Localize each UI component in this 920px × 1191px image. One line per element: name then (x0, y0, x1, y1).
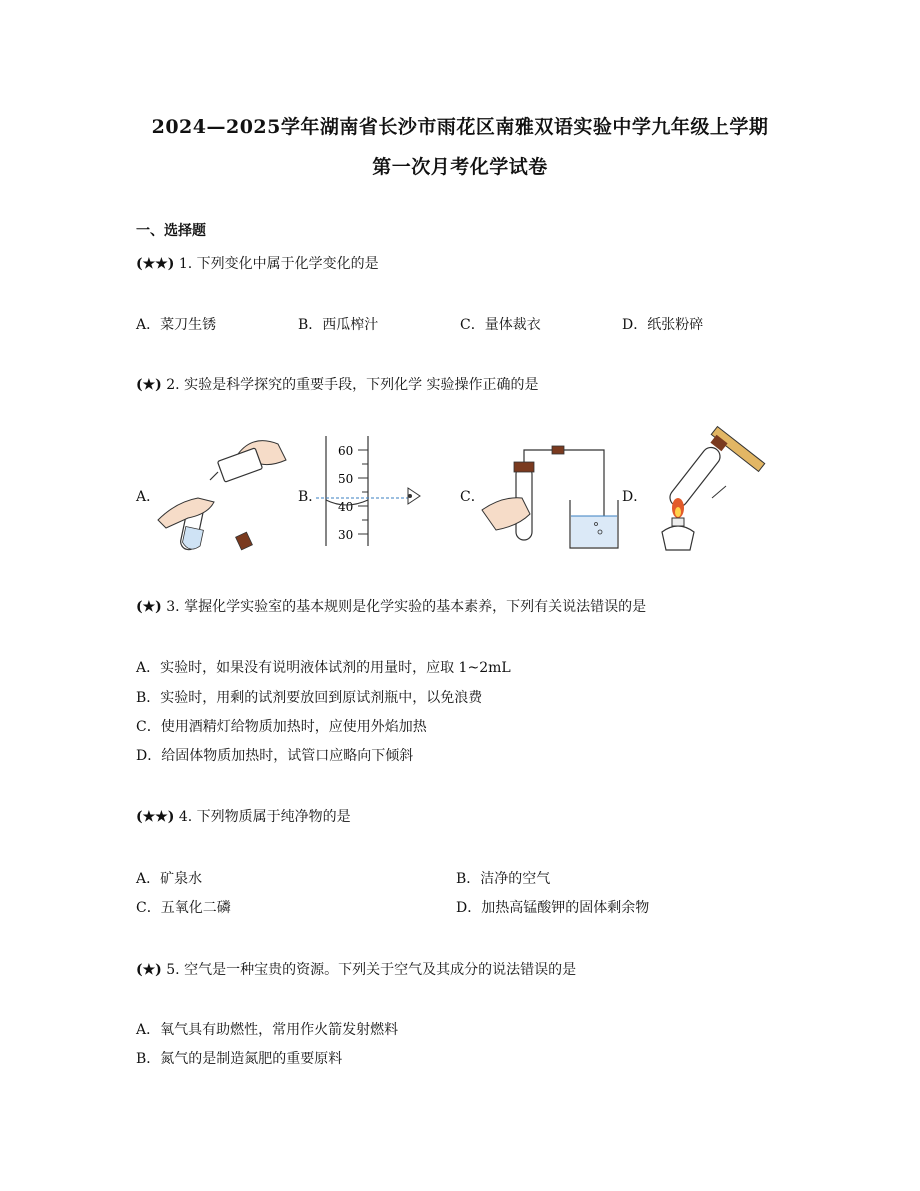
tick-label: 30 (338, 528, 354, 542)
question-text: 3. 掌握化学实验室的基本规则是化学实验的基本素养，下列有关说法错误的是 (166, 599, 647, 615)
difficulty-stars: (★★) (136, 809, 175, 825)
q3-option-a[interactable]: A．实验时，如果没有说明液体试剂的用量时，应取 1~2mL (136, 660, 511, 676)
q1-option-d[interactable]: D．纸张粉碎 (622, 317, 704, 333)
figure-pouring-liquid (158, 432, 288, 557)
question-1 (136, 253, 379, 273)
figure-graduated-cylinder (316, 436, 426, 548)
q3-option-d[interactable]: D．给固体物质加热时，试管口应略向下倾斜 (136, 748, 414, 764)
tick-label: 40 (338, 500, 354, 514)
question-text: 4. 下列物质属于纯净物的是 (178, 809, 351, 825)
q1-option-b[interactable]: B．西瓜榨汁 (298, 317, 379, 333)
difficulty-stars: (★) (136, 599, 162, 615)
q4-option-b[interactable]: B．洁净的空气 (456, 871, 551, 887)
question-text: 1. 下列变化中属于化学变化的是 (178, 256, 379, 272)
q2-option-b[interactable]: B． (298, 489, 323, 505)
question-2 (136, 374, 539, 394)
question-4 (136, 806, 351, 826)
difficulty-stars: (★) (136, 377, 162, 393)
tick-label: 50 (338, 472, 354, 486)
page-title-line1: 2024—2025学年湖南省长沙市雨花区南雅双语实验中学九年级上学期 (151, 116, 769, 138)
q5-option-b[interactable]: B．氮气的是制造氮肥的重要原料 (136, 1051, 343, 1067)
q2-option-c[interactable]: C． (460, 489, 485, 505)
q2-option-a[interactable]: A． (136, 489, 161, 505)
difficulty-stars: (★) (136, 962, 162, 978)
q4-option-d[interactable]: D．加热高锰酸钾的固体剩余物 (456, 900, 650, 916)
figure-airtightness-check (482, 440, 622, 550)
question-5 (136, 959, 576, 979)
q4-option-a[interactable]: A．矿泉水 (136, 871, 203, 887)
q4-option-c[interactable]: C．五氧化二磷 (136, 900, 231, 916)
page-title-line2: 第一次月考化学试卷 (372, 156, 548, 178)
q3-option-b[interactable]: B．实验时，用剩的试剂要放回到原试剂瓶中，以免浪费 (136, 690, 483, 706)
q3-option-c[interactable]: C．使用酒精灯给物质加热时，应使用外焰加热 (136, 719, 427, 735)
q1-option-c[interactable]: C．量体裁衣 (460, 317, 541, 333)
q1-option-a[interactable]: A．菜刀生锈 (136, 317, 217, 333)
figure-heating-test-tube (650, 432, 760, 557)
section-title: 一、选择题 (136, 223, 206, 239)
question-text: 2. 实验是科学探究的重要手段，下列化学 实验操作正确的是 (166, 377, 539, 393)
tick-label: 60 (338, 444, 354, 458)
q5-option-a[interactable]: A．氧气具有助燃性，常用作火箭发射燃料 (136, 1022, 399, 1038)
q2-option-d[interactable]: D． (622, 489, 648, 505)
question-text: 5. 空气是一种宝贵的资源。下列关于空气及其成分的说法错误的是 (166, 962, 577, 978)
question-3 (136, 596, 646, 616)
difficulty-stars: (★★) (136, 256, 175, 272)
